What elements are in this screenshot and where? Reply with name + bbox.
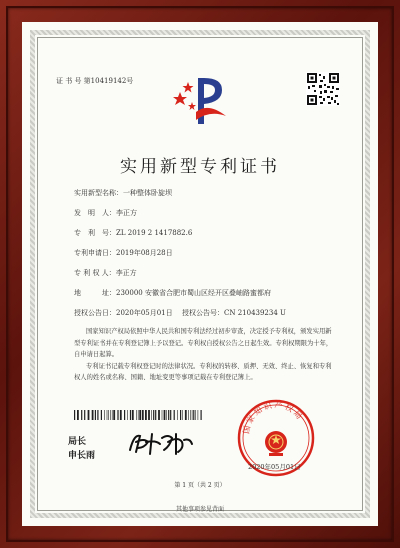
field-value: 2020年05月01日 bbox=[116, 309, 173, 317]
field-patentee bbox=[74, 268, 137, 278]
seal-text: 国家知识产权局 bbox=[241, 400, 306, 435]
field-announcement-number bbox=[182, 308, 286, 318]
field-value: ZL 2019 2 1417882.6 bbox=[116, 229, 193, 237]
body-paragraph-1: 国家知识产权局依照中华人民共和国专利法经过初步审查，决定授予专利权，颁发实用新型专利证书并在专利登记簿上予以登记。专利权自授权公告之日起生效。专利权期限为十年，自申请日起算。 bbox=[74, 328, 333, 358]
field-label: 专 利 权 人： bbox=[74, 269, 116, 277]
svg-text:国家知识产权局 bbox=[242, 399, 305, 434]
field-patent-number bbox=[74, 228, 192, 238]
field-label: 授权公告号： bbox=[182, 309, 224, 317]
field-label: 授权公告日： bbox=[74, 309, 116, 317]
field-label: 发 明 人： bbox=[74, 209, 116, 217]
certificate-number: 证 书 号 第10419142号 bbox=[56, 77, 134, 85]
field-value: 李正方 bbox=[116, 209, 137, 217]
field-label: 地 址： bbox=[74, 289, 116, 297]
field-value: 230000 安徽省合肥市蜀山区经开区叠岫路蜜都府 bbox=[116, 289, 271, 297]
qr-code-icon bbox=[306, 72, 340, 106]
director-title: 局长 bbox=[68, 437, 87, 447]
cnipa-logo-icon bbox=[172, 72, 228, 130]
field-utility-model-name bbox=[74, 188, 172, 198]
signature-icon bbox=[126, 428, 196, 458]
field-address bbox=[74, 288, 271, 298]
field-label: 专利申请日： bbox=[74, 249, 116, 257]
director-name: 申长雨 bbox=[68, 451, 96, 461]
field-inventor bbox=[74, 208, 137, 218]
field-value: 一种整体卧旋坝 bbox=[123, 189, 172, 197]
field-value: 2019年08月28日 bbox=[116, 249, 173, 257]
field-announcement-date bbox=[74, 308, 173, 318]
field-label: 实用新型名称： bbox=[74, 189, 123, 197]
barcode-icon bbox=[74, 410, 204, 420]
page-number: 第 1 页（共 2 页） bbox=[174, 482, 226, 489]
field-value: CN 210439234 U bbox=[224, 309, 286, 317]
certificate-paper bbox=[22, 22, 378, 526]
body-paragraph-2: 专利证书记载专利权登记时的法律状况。专利权的转移、质押、无效、终止、恢复和专利权人的姓名或名称、国籍、地址变更等事项记载在专利登记簿上。 bbox=[74, 362, 332, 381]
field-application-date bbox=[74, 248, 173, 258]
certificate-title: 实用新型专利证书 bbox=[120, 157, 280, 177]
certificate-body bbox=[74, 326, 336, 384]
seal-date: 2020年05月01日 bbox=[248, 463, 301, 471]
field-value: 李正方 bbox=[115, 269, 137, 277]
field-label: 专 利 号： bbox=[74, 229, 116, 237]
back-note: 其他事项参见背面 bbox=[175, 506, 224, 513]
